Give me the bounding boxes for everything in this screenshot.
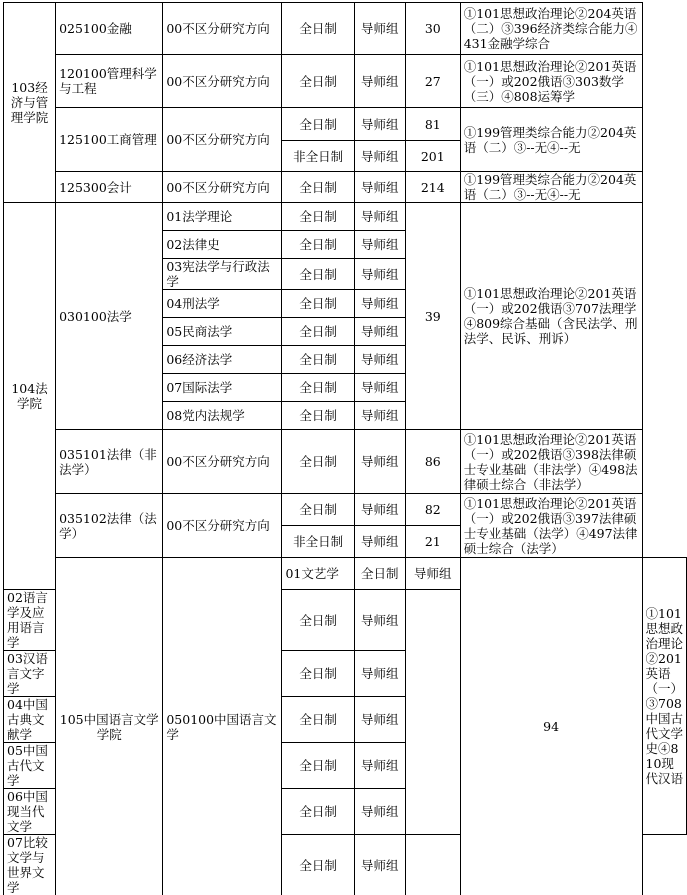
method-cell: 导师组 (354, 231, 405, 259)
table-row (4, 108, 687, 141)
mode-cell: 全日制 (282, 231, 354, 259)
table-row (4, 172, 687, 203)
direction-cell: 00不区分研究方向 (163, 55, 282, 108)
mode-cell: 全日制 (282, 402, 354, 430)
quota-cell: 27 (405, 55, 460, 108)
direction-cell: 03宪法学与行政法学 (163, 259, 282, 290)
method-cell: 导师组 (354, 259, 405, 290)
mode-cell: 全日制 (282, 203, 354, 231)
mode-cell: 全日制 (282, 3, 354, 55)
exam-cell: ①199管理类综合能力②204英语（二）③--无④--无 (460, 108, 642, 172)
major-cell: 035101法律（非法学） (56, 430, 163, 494)
direction-cell: 04中国古典文献学 (4, 697, 56, 743)
quota-cell: 214 (405, 172, 460, 203)
method-cell: 导师组 (354, 743, 405, 789)
method-cell: 导师组 (354, 697, 405, 743)
quota-cell: 94 (460, 558, 642, 895)
quota-cell: 81 (405, 108, 460, 141)
mode-cell: 全日制 (282, 259, 354, 290)
method-cell: 导师组 (354, 290, 405, 318)
method-cell: 导师组 (354, 346, 405, 374)
mode-cell: 全日制 (282, 55, 354, 108)
major-cell: 035102法律（法学） (56, 494, 163, 558)
mode-cell: 全日制 (282, 318, 354, 346)
method-cell: 导师组 (354, 374, 405, 402)
table-row (4, 558, 687, 590)
exam-cell: ①101思想政治理论②201英语（一）③708中国古代文学史④810现代汉语 (642, 558, 687, 835)
mode-cell: 全日制 (282, 651, 354, 697)
major-cell: 125300会计 (56, 172, 163, 203)
direction-cell: 07国际法学 (163, 374, 282, 402)
mode-cell: 全日制 (282, 494, 354, 526)
college-cell: 105中国语言文学学院 (56, 558, 163, 895)
table-row (4, 430, 687, 494)
mode-cell: 全日制 (282, 172, 354, 203)
method-cell: 导师组 (354, 402, 405, 430)
table-row (4, 3, 687, 55)
direction-cell: 07比较文学与世界文学 (4, 835, 56, 895)
direction-cell: 06中国现当代文学 (4, 789, 56, 835)
direction-cell: 04刑法学 (163, 290, 282, 318)
table-row (4, 494, 687, 526)
exam-cell: ①101思想政治理论②204英语（二）③396经济类综合能力④431金融学综合 (460, 3, 642, 55)
exam-cell: ①101思想政治理论②201英语（一）或202俄语③707法理学④809综合基础（含民法学、刑法学、民诉、刑诉） (460, 203, 642, 430)
quota-cell: 21 (405, 526, 460, 558)
mode-cell: 全日制 (354, 558, 405, 590)
college-cell: 104法学院 (4, 203, 56, 590)
method-cell: 导师组 (354, 835, 405, 895)
direction-cell: 02法律史 (163, 231, 282, 259)
mode-cell: 全日制 (282, 108, 354, 141)
method-cell: 导师组 (405, 558, 460, 590)
direction-cell: 00不区分研究方向 (163, 3, 282, 55)
major-cell: 025100金融 (56, 3, 163, 55)
method-cell: 导师组 (354, 3, 405, 55)
direction-cell: 03汉语言文字学 (4, 651, 56, 697)
direction-cell: 05中国古代文学 (4, 743, 56, 789)
mode-cell: 全日制 (282, 743, 354, 789)
mode-cell: 全日制 (282, 697, 354, 743)
exam-cell-empty (405, 835, 460, 895)
direction-cell: 06经济法学 (163, 346, 282, 374)
major-cell: 120100管理科学与工程 (56, 55, 163, 108)
exam-cell: ①101思想政治理论②201英语（一）或202俄语③398法律硕士专业基础（非法学）④498法律硕士综合（非法学） (460, 430, 642, 494)
mode-cell: 全日制 (282, 346, 354, 374)
direction-cell: 00不区分研究方向 (163, 494, 282, 558)
direction-cell: 02语言学及应用语言学 (4, 590, 56, 651)
quota-cell: 30 (405, 3, 460, 55)
direction-cell: 00不区分研究方向 (163, 108, 282, 172)
quota-cell: 82 (405, 494, 460, 526)
quota-cell: 39 (405, 203, 460, 430)
method-cell: 导师组 (354, 108, 405, 141)
method-cell: 导师组 (354, 318, 405, 346)
method-cell: 导师组 (354, 430, 405, 494)
direction-cell: 01文艺学 (282, 558, 354, 590)
table-row (4, 203, 687, 231)
mode-cell: 全日制 (282, 374, 354, 402)
method-cell: 导师组 (354, 203, 405, 231)
mode-cell: 全日制 (282, 835, 354, 895)
method-cell: 导师组 (354, 141, 405, 172)
direction-cell: 00不区分研究方向 (163, 172, 282, 203)
major-cell: 030100法学 (56, 203, 163, 430)
mode-cell: 全日制 (282, 430, 354, 494)
quota-cell: 201 (405, 141, 460, 172)
direction-cell: 01法学理论 (163, 203, 282, 231)
mode-cell: 全日制 (282, 590, 354, 651)
direction-cell: 00不区分研究方向 (163, 430, 282, 494)
method-cell: 导师组 (354, 526, 405, 558)
exam-cell: ①199管理类综合能力②204英语（二）③--无④--无 (460, 172, 642, 203)
method-cell: 导师组 (354, 172, 405, 203)
quota-cell: 86 (405, 430, 460, 494)
mode-cell: 全日制 (282, 789, 354, 835)
major-cell: 125100工商管理 (56, 108, 163, 172)
admissions-table (3, 2, 687, 895)
mode-cell: 非全日制 (282, 141, 354, 172)
method-cell: 导师组 (354, 789, 405, 835)
major-cell: 050100中国语言文学 (163, 558, 282, 895)
table-row (4, 55, 687, 108)
method-cell: 导师组 (354, 651, 405, 697)
direction-cell: 08党内法规学 (163, 402, 282, 430)
method-cell: 导师组 (354, 55, 405, 108)
method-cell: 导师组 (354, 494, 405, 526)
mode-cell: 全日制 (282, 290, 354, 318)
direction-cell: 05民商法学 (163, 318, 282, 346)
mode-cell: 非全日制 (282, 526, 354, 558)
exam-cell: ①101思想政治理论②201英语（一）或202俄语③397法律硕士专业基础（法学）④497法律硕士综合（法学） (460, 494, 642, 558)
exam-cell: ①101思想政治理论②201英语（一）或202俄语③303数学（三）④808运筹学 (460, 55, 642, 108)
college-cell: 103经济与管理学院 (4, 3, 56, 203)
method-cell: 导师组 (354, 590, 405, 651)
